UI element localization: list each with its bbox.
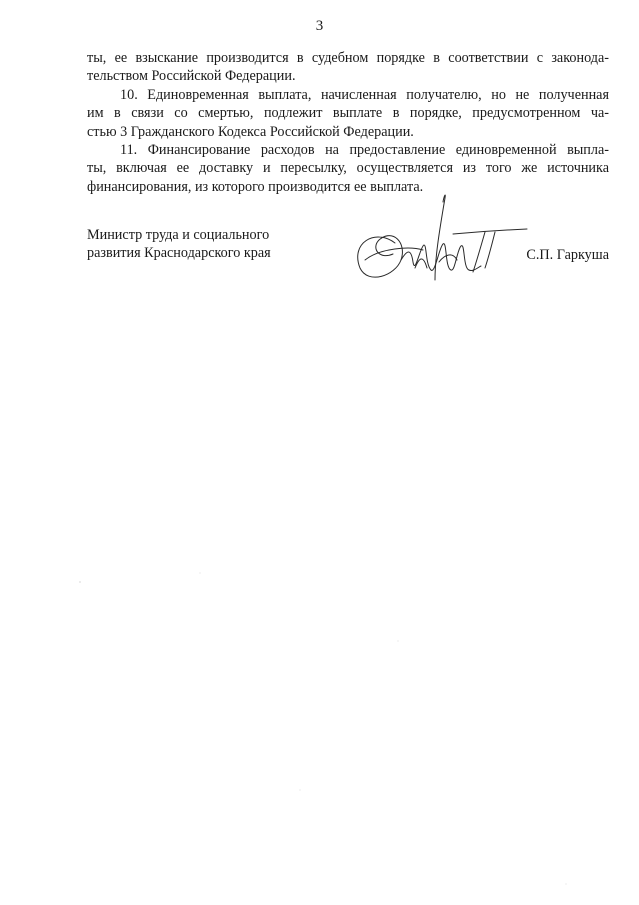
page-number: 3 — [315, 18, 324, 34]
signature-block — [87, 226, 609, 286]
text-line: ты, ее взыскание производится в судебном порядке в соответствии с законода- — [87, 50, 609, 66]
text-line: финансирования, из которого производится ее выплата. — [87, 178, 424, 195]
text-line: тельством Российской Федерации. — [87, 68, 296, 85]
paragraph-continuation — [87, 49, 609, 86]
text-line: ты, включая ее доставку и пересылку, осуществляется из того же источника — [87, 160, 609, 177]
text-line: стью 3 Гражданского Кодекса Российской Федерации. — [87, 123, 414, 140]
signatory-title — [87, 226, 271, 263]
paragraph-10 — [87, 86, 609, 141]
signatory-title-line: Министр труда и социального — [87, 227, 270, 243]
text-line: им в связи со смертью, подлежит выплате в порядке, предусмотренном ча- — [87, 105, 609, 122]
signatory-name: С.П. Гаркуша — [526, 247, 609, 263]
handwritten-signature — [335, 188, 535, 288]
signature-image — [335, 188, 535, 288]
signatory-title-line: развития Краснодарского края — [87, 245, 271, 262]
text-line: 11. Финансирование расходов на предоставление единовременной выпла- — [120, 142, 609, 159]
document-body — [87, 49, 609, 196]
text-line: 10. Единовременная выплата, начисленная получателю, но не полученная — [120, 86, 609, 103]
